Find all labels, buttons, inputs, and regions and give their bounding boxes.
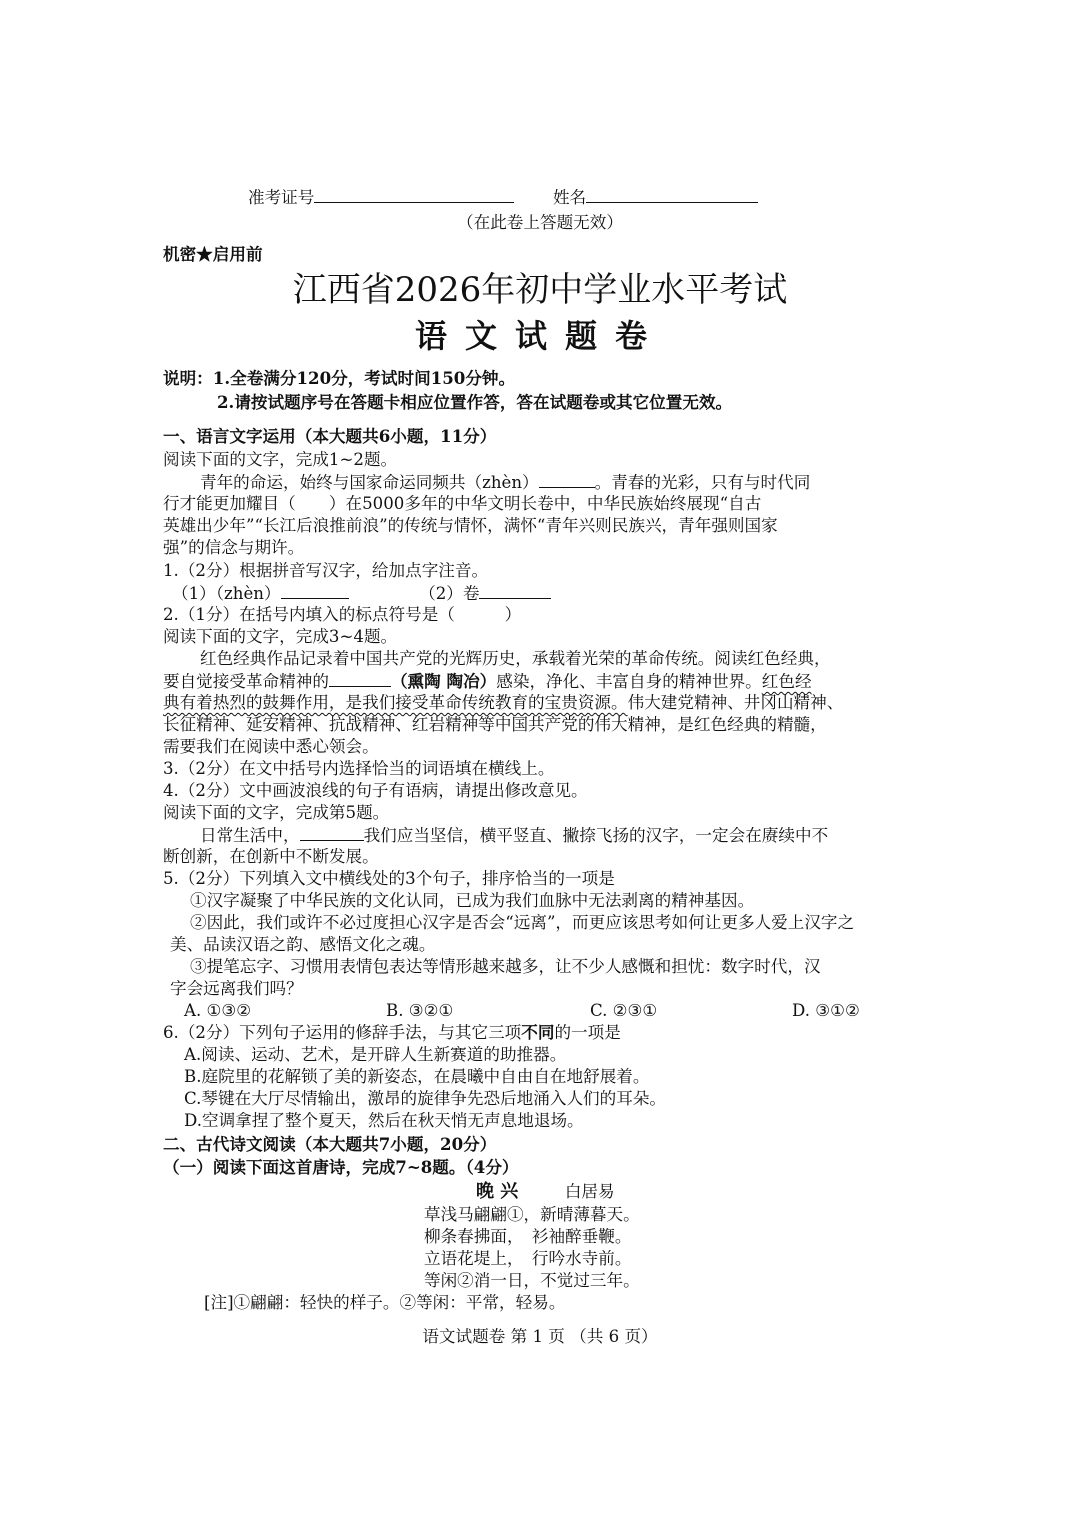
passage-1-line-1: 青年的命运，始终与国家命运同频共（zhèn） 。青春的光彩，只有与时代同 xyxy=(200,473,811,492)
answer-blank-2 xyxy=(479,582,551,599)
exam-subtitle: 语文试题卷 xyxy=(414,317,665,355)
poem-line-4: 等闲②消一日，不觉过三年。 xyxy=(424,1271,640,1290)
question-5: 5.（2分）下列填入文中横线处的3个句子，排序恰当的一项是 xyxy=(163,869,615,888)
section-1-heading: 一、语言文字运用（本大题共6小题，11分） xyxy=(163,426,497,446)
answer-blank-1 xyxy=(281,582,349,599)
poem-line-1: 草浅马翩翩①，新晴薄暮天。 xyxy=(424,1205,640,1224)
poem-title: 晚 兴 xyxy=(476,1181,519,1202)
passage-2-line-1: 红色经典作品记录着中国共产党的光辉历史，承载着光荣的革命传统。阅读红色经典， xyxy=(200,649,831,668)
blank-zhen xyxy=(539,471,595,488)
read-prompt-1: 阅读下面的文字，完成1~2题。 xyxy=(163,450,398,469)
poem-line-2: 柳条春拂面， 衫袖醉垂鞭。 xyxy=(424,1227,632,1246)
q5-sentence-3b: 字会远离我们吗？ xyxy=(170,979,303,998)
question-1-parts: （1）（zhèn） （2）卷 xyxy=(172,582,551,604)
question-2: 2.（1分）在括号内填入的标点符号是（ ） xyxy=(163,605,522,624)
passage-2-line-3: 典有着热烈的鼓舞作用，是我们接受革命传统教育的宝贵资源。伟大建党精神、井冈山精神、 xyxy=(163,693,844,712)
blank-sentence xyxy=(300,824,364,841)
q6-option-d: D.空调拿捏了整个夏天，然后在秋天悄无声息地退场。 xyxy=(184,1111,584,1130)
poem-note: [注]①翩翩：轻快的样子。②等闲：平常，轻易。 xyxy=(204,1293,566,1312)
q5-sentence-1: ①汉字凝聚了中华民族的文化认同，已成为我们血脉中无法剥离的精神基因。 xyxy=(190,891,755,910)
passage-3-line-2: 断创新，在创新中不断发展。 xyxy=(163,847,379,866)
q6-option-c: C.琴键在大厅尽情输出，激昂的旋律争先恐后地涌入人们的耳朵。 xyxy=(184,1089,667,1108)
q6-option-a: A.阅读、运动、艺术，是开辟人生新赛道的助推器。 xyxy=(184,1045,567,1064)
section-2-sub-1: （一）阅读下面这首唐诗，完成7~8题。（4分） xyxy=(163,1157,519,1177)
question-4: 4.（2分）文中画波浪线的句子有语病，请提出修改意见。 xyxy=(163,781,588,800)
poem-author: 白居易 xyxy=(564,1182,615,1201)
passage-1-line-2: 行才能更加耀目（ ）在5000多年的中华文明长卷中，中华民族始终展现“自古 xyxy=(163,494,762,513)
passage-2-line-2: 要自觉接受革命精神的 （熏陶 陶冶）感染，净化、丰富自身的精神世界。红色经 xyxy=(163,671,812,691)
secret-label: 机密★启用前 xyxy=(163,244,263,264)
q5-sentence-3a: ③提笔忘字、习惯用表情包表达等情形越来越多，让不少人感慨和担忧：数字时代，汉 xyxy=(190,957,821,976)
section-2-heading: 二、古代诗文阅读（本大题共7小题，20分） xyxy=(163,1134,497,1154)
poem-line-3: 立语花堤上， 行吟水寺前。 xyxy=(424,1249,632,1268)
poem-heading xyxy=(476,1181,615,1202)
instructions-line-2: 2.请按试题序号在答题卡相应位置作答，答在试题卷或其它位置无效。 xyxy=(217,392,733,412)
q5-options xyxy=(0,1000,1080,1022)
invalid-note: （在此卷上答题无效） xyxy=(457,213,623,232)
admission-label: 准考证号 xyxy=(248,188,315,207)
read-prompt-2: 阅读下面的文字，完成3~4题。 xyxy=(163,627,398,646)
passage-1-line-4: 强”的信念与期许。 xyxy=(163,538,305,557)
instructions-line-1: 说明：1.全卷满分120分，考试时间150分钟。 xyxy=(163,368,516,388)
q5-sentence-2a: ②因此，我们或许不必过度担心汉字是否会“远离”，而更应该思考如何让更多人爱上汉字之 xyxy=(190,913,855,932)
name-blank xyxy=(586,186,758,203)
q5-sentence-2b: 美、品读汉语之韵、感悟文化之魂。 xyxy=(170,935,436,954)
q5-option-d: D. ③①② xyxy=(792,1001,860,1020)
blank-word-choice xyxy=(329,670,391,687)
exam-title: 江西省2026年初中学业水平考试 xyxy=(292,270,788,310)
question-1: 1.（2分）根据拼音写汉字，给加点字注音。 xyxy=(163,561,489,580)
wavy-sentence: 典有着热烈的鼓舞作用，是我们接受革命传统教育的宝贵资源。 xyxy=(163,693,628,712)
q6-option-b: B.庭院里的花解锁了美的新姿态，在晨曦中自由自在地舒展着。 xyxy=(184,1067,650,1086)
passage-2-line-5: 需要我们在阅读中悉心领会。 xyxy=(163,737,379,756)
admission-blank xyxy=(314,186,514,203)
q5-option-c: C. ②③① xyxy=(590,1001,658,1020)
q5-option-a: A. ①③② xyxy=(184,1001,252,1020)
question-3: 3.（2分）在文中括号内选择恰当的词语填在横线上。 xyxy=(163,759,555,778)
question-6: 6.（2分）下列句子运用的修辞手法，与其它三项不同的一项是 xyxy=(163,1022,621,1042)
read-prompt-3: 阅读下面的文字，完成第5题。 xyxy=(163,803,390,822)
passage-2-line-4: 长征精神、延安精神、抗战精神、红岩精神等中国共产党的伟大精神，是红色经典的精髓， xyxy=(163,715,827,734)
q5-option-b: B. ③②① xyxy=(386,1001,454,1020)
admission-number-field xyxy=(248,186,758,208)
name-label: 姓名 xyxy=(552,188,587,207)
passage-3-line-1: 日常生活中， 我们应当坚信，横平竖直、撇捺飞扬的汉字，一定会在赓续中不 xyxy=(200,826,829,845)
page-footer: 语文试题卷 第 1 页 （共 6 页） xyxy=(422,1327,658,1346)
passage-1-line-3: 英雄出少年”“长江后浪推前浪”的传统与情怀，满怀“青年兴则民族兴，青年强则国家 xyxy=(163,516,778,535)
